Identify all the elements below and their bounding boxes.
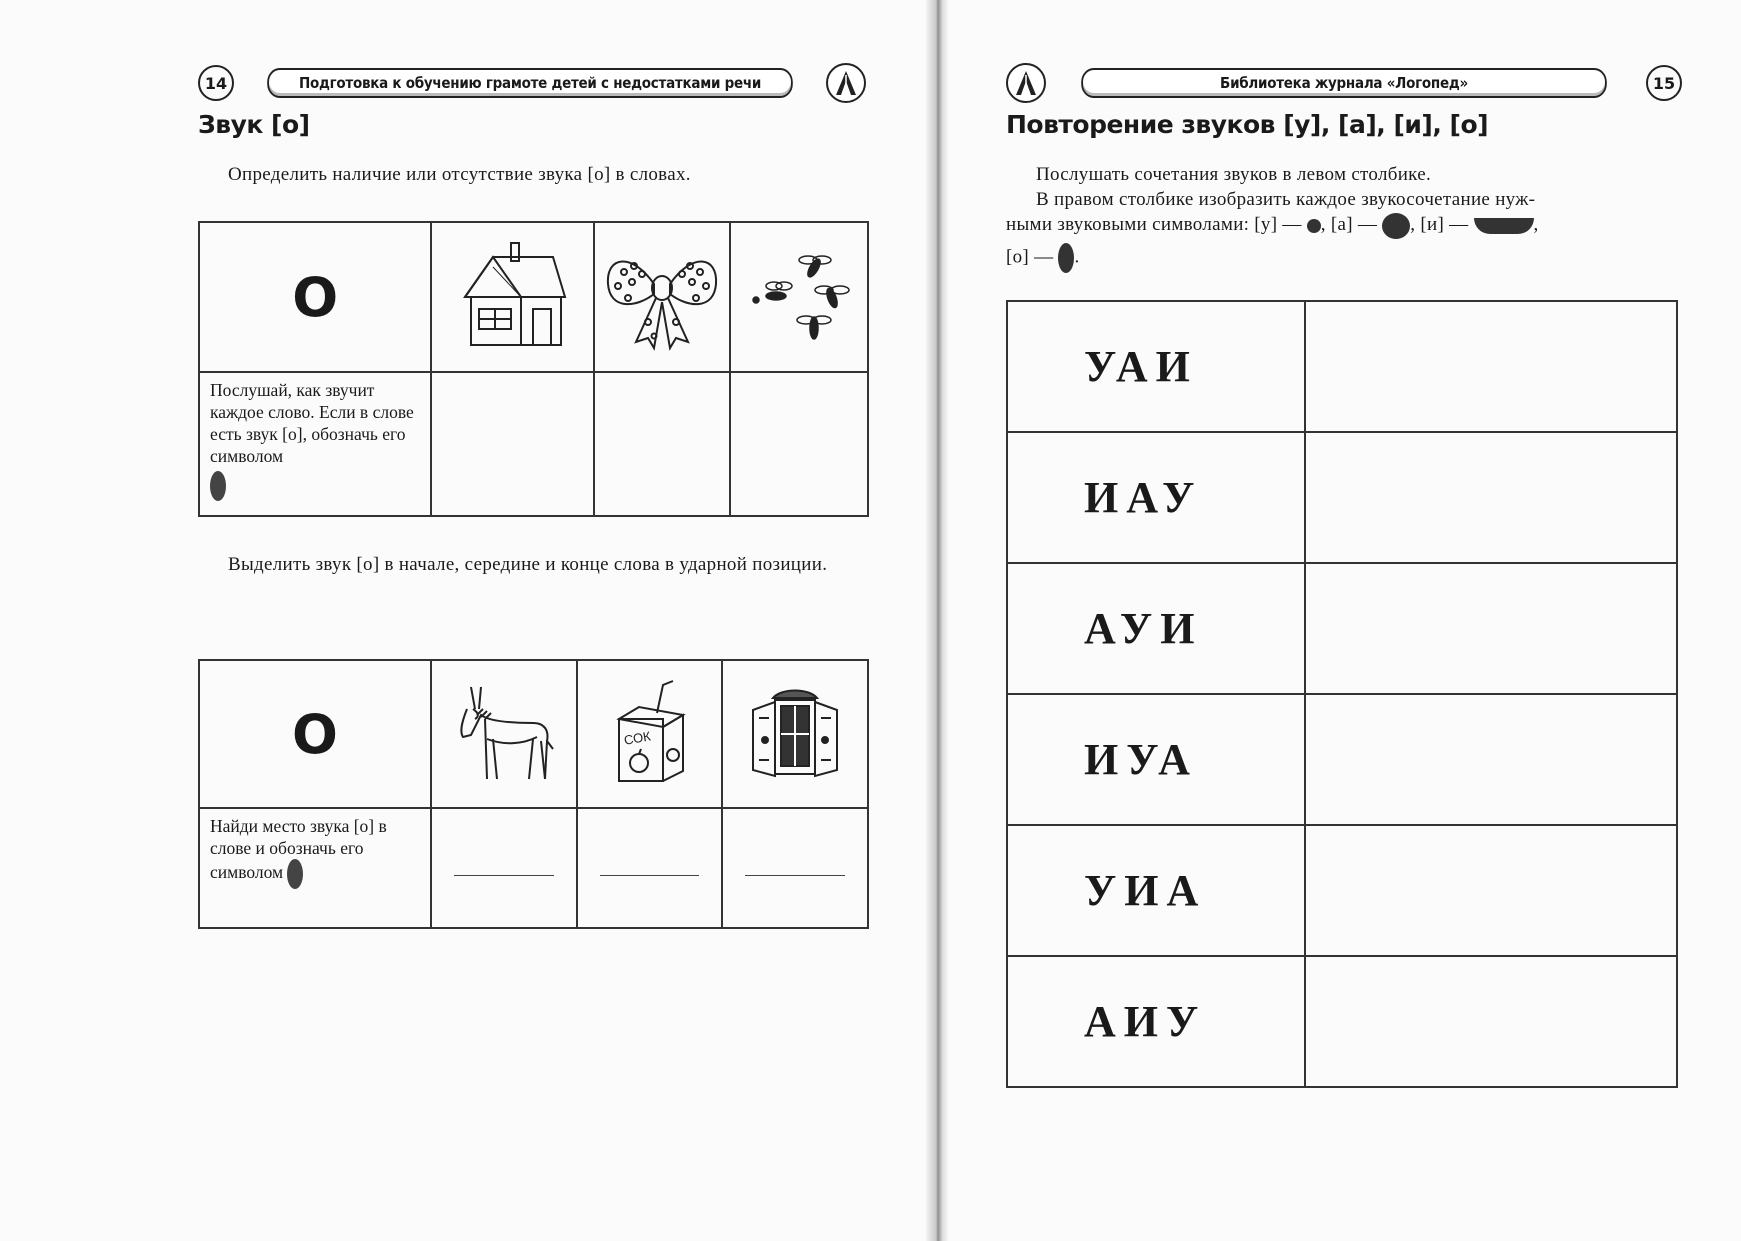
page-number: 15 [1646, 65, 1682, 101]
window-icon [723, 684, 867, 784]
donkey-icon [432, 679, 576, 789]
table-row [1007, 956, 1677, 1087]
right-page [948, 0, 1741, 1241]
position-table [198, 659, 869, 929]
table-row [1007, 563, 1677, 694]
answer-cell-2[interactable] [594, 372, 730, 516]
symbol-answer-cell[interactable] [1305, 825, 1677, 956]
letter-cell [199, 222, 431, 372]
running-title: Подготовка к обучению грамоте детей с недостатками речи [267, 68, 793, 98]
position-end-cell[interactable] [722, 808, 868, 928]
o-symbol-icon [210, 471, 226, 501]
combination-cell: АУИ [1007, 563, 1305, 694]
juice-box-icon [578, 679, 721, 789]
symbol-answer-cell[interactable] [1305, 956, 1677, 1087]
presence-table [198, 221, 869, 517]
table-row [1007, 694, 1677, 825]
o-symbol-icon [287, 859, 303, 889]
instruction-block [1006, 162, 1696, 273]
combination-cell: УИА [1007, 825, 1305, 956]
task1-text: Определить наличие или отсутствие звука [о] в словах. [228, 164, 691, 185]
journal-logo-icon [826, 63, 866, 103]
position-beginning-cell[interactable] [431, 808, 577, 928]
letter-cell [199, 660, 431, 808]
instruction-line-3: ными звуковыми символами: [у] — , [а] — , [и] — , [1006, 212, 1696, 239]
table-row [1007, 432, 1677, 563]
symbol-answer-cell[interactable] [1305, 432, 1677, 563]
answer-line [600, 875, 699, 876]
running-header [1006, 64, 1686, 102]
position-middle-cell[interactable] [577, 808, 722, 928]
letter-o: О [292, 702, 338, 766]
house-icon [432, 237, 593, 357]
combination-cell: ИУА [1007, 694, 1305, 825]
a-symbol-icon [1382, 213, 1410, 239]
o-symbol-icon [1058, 243, 1074, 273]
combination-cell: УАИ [1007, 301, 1305, 432]
symbol-answer-cell[interactable] [1305, 563, 1677, 694]
instruction-cell [199, 372, 431, 516]
running-title: Библиотека журнала «Логопед» [1081, 68, 1607, 98]
juice-label: СОК [622, 728, 652, 748]
u-symbol-icon [1307, 219, 1321, 233]
answer-line [454, 875, 554, 876]
instruction-line-2: В правом столбике изобразить каждое звукосочетание нуж- [1036, 189, 1536, 210]
section-title: Повторение звуков [у], [а], [и], [о] [1006, 110, 1489, 139]
task2-text: Выделить звук [о] в начале, середине и конце слова в ударной позиции. [228, 554, 828, 575]
letter-o: О [292, 265, 339, 329]
instruction-line-4: [о] — . [1006, 243, 1696, 273]
journal-logo-icon [1006, 63, 1046, 103]
instruction-text: Послушай, как звучит каждое слово. Если в слове есть звук [о], обозначь его символом [210, 380, 414, 466]
combinations-table [1006, 300, 1678, 1088]
answer-line [745, 875, 845, 876]
instruction-line-1: Послушать сочетания звуков в левом столбике. [1036, 164, 1432, 185]
page-number: 14 [198, 65, 234, 101]
combination-cell: АИУ [1007, 956, 1305, 1087]
wasps-icon [731, 242, 867, 352]
symbol-answer-cell[interactable] [1305, 694, 1677, 825]
book-gutter [926, 0, 948, 1241]
symbol-answer-cell[interactable] [1305, 301, 1677, 432]
table-row [1007, 301, 1677, 432]
table-row [1007, 825, 1677, 956]
combination-cell: ИАУ [1007, 432, 1305, 563]
bow-icon [595, 242, 729, 352]
instruction-cell [199, 808, 431, 928]
running-header [198, 64, 868, 102]
answer-cell-3[interactable] [730, 372, 868, 516]
i-symbol-icon [1474, 218, 1534, 234]
instruction-text: Найди место звука [о] в слове и обозначь его символом [210, 816, 387, 883]
section-title: Звук [о] [198, 110, 310, 139]
answer-cell-1[interactable] [431, 372, 594, 516]
